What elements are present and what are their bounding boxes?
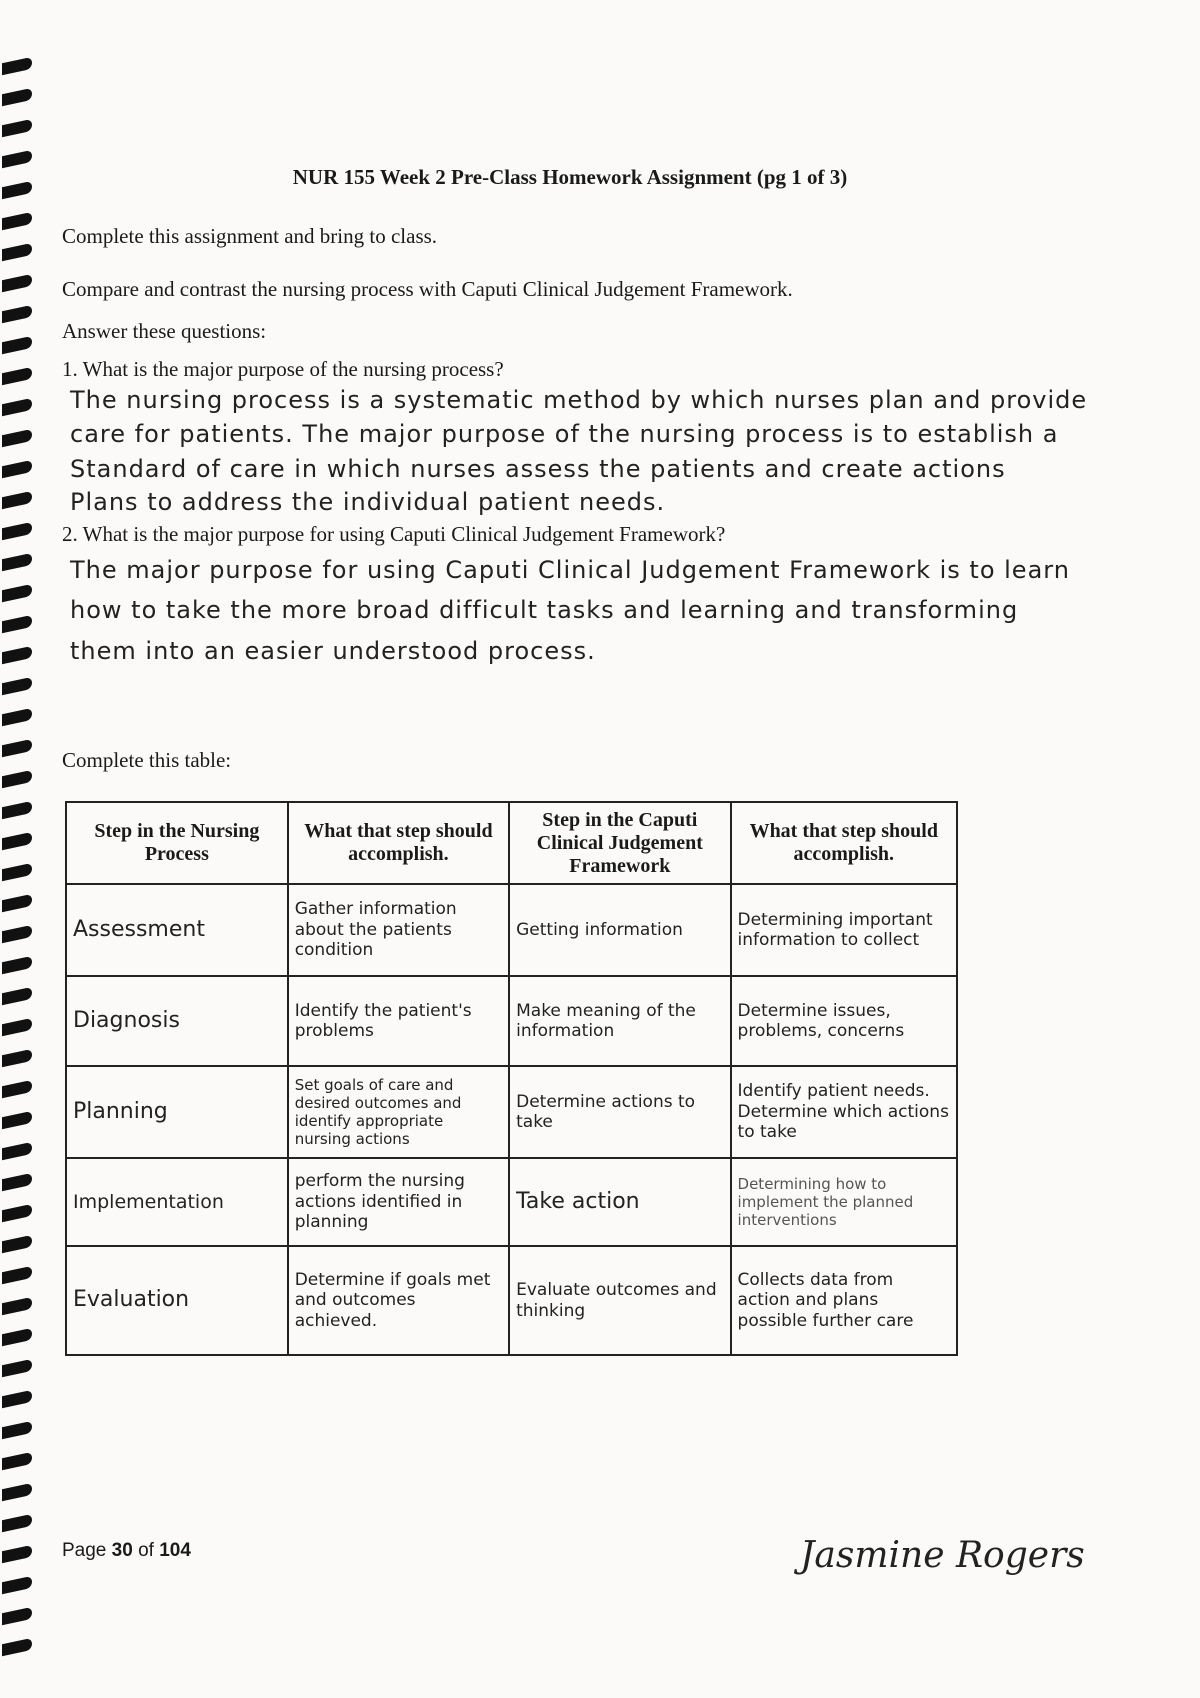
table-row [66,976,957,1066]
page-current: 30 [111,1540,133,1561]
table-cell: Evaluation [66,1246,288,1355]
spiral-ring [2,1018,32,1036]
instruction-1: Complete this assignment and bring to class. [62,224,438,248]
table-row [66,1066,957,1158]
spiral-ring [2,1328,32,1346]
spiral-ring [2,119,32,137]
spiral-ring [2,925,32,943]
spiral-ring [2,1421,32,1439]
table-cell: Implementation [66,1158,288,1246]
answer-1-line: Plans to address the individual patient needs. [70,488,666,516]
page-number [62,1540,191,1562]
answer-1-line: The nursing process is a systematic method by which nurses plan and provide [70,386,1088,414]
spiral-ring [2,212,32,230]
answer-1-line: Standard of care in which nurses assess the patients and create actions [70,455,1006,483]
spiral-ring [2,1390,32,1408]
spiral-ring [2,1514,32,1532]
table-cell: Make meaning of the information [509,976,730,1066]
table-cell: Evaluate outcomes and thinking [509,1246,730,1355]
answer-2-line: The major purpose for using Caputi Clinical Judgement Framework is to learn [70,556,1070,584]
signature: Jasmine Rogers [800,1535,1085,1576]
spiral-ring [2,1173,32,1191]
table-cell: Determine actions to take [509,1066,730,1158]
table-cell: Take action [509,1158,730,1246]
spiral-ring [2,491,32,509]
page-prefix: Page [62,1540,112,1561]
spiral-ring [2,708,32,726]
spiral-ring [2,1204,32,1222]
spiral-ring [2,1576,32,1594]
spiral-ring [2,770,32,788]
spiral-ring [2,274,32,292]
table-cell: Assessment [66,884,288,976]
spiral-ring [2,863,32,881]
page-title: NUR 155 Week 2 Pre-Class Homework Assignment (pg 1 of 3) [292,165,848,189]
spiral-ring [2,739,32,757]
table-cell: Getting information [509,884,730,976]
spiral-ring [2,584,32,602]
table-cell: perform the nursing actions identified in planning [288,1158,509,1246]
table-cell: Determine issues, problems, concerns [731,976,957,1066]
spiral-ring [2,429,32,447]
spiral-ring [2,1049,32,1067]
table-row [66,1246,957,1355]
table-cell: Identify the patient's problems [288,976,509,1066]
instruction-2: Compare and contrast the nursing process with Caputi Clinical Judgement Framework. [62,277,793,301]
spiral-ring [2,243,32,261]
spiral-ring [2,1266,32,1284]
table-cell: Diagnosis [66,976,288,1066]
header-cell: What that step should accomplish. [288,802,509,884]
spiral-ring [2,956,32,974]
spiral-ring [2,1297,32,1315]
header-cell: What that step should accomplish. [731,802,957,884]
spiral-ring [2,553,32,571]
spiral-ring [2,646,32,664]
table-cell: Determining how to implement the planned interventions [731,1158,957,1246]
spiral-ring [2,460,32,478]
spiral-ring [2,367,32,385]
header-cell: Step in the Caputi Clinical Judgement Framework [509,802,730,884]
table-row [66,884,957,976]
spiral-ring [2,336,32,354]
page-total: 104 [159,1540,191,1561]
answer-2-line: them into an easier understood process. [70,637,596,665]
spiral-ring [2,88,32,106]
spiral-ring [2,1111,32,1129]
table-cell: Gather information about the patients condition [288,884,509,976]
question-2: 2. What is the major purpose for using Caputi Clinical Judgement Framework? [62,522,726,546]
spiral-ring [2,894,32,912]
table-header-row [66,802,957,884]
spiral-ring [2,305,32,323]
spiral-ring [2,1359,32,1377]
table-cell: Set goals of care and desired outcomes and identify appropriate nursing actions [288,1066,509,1158]
spiral-ring [2,615,32,633]
table-row [66,1158,957,1246]
spiral-ring [2,1080,32,1098]
spiral-ring [2,1452,32,1470]
spiral-binding [0,60,40,1680]
table-cell: Collects data from action and plans possible further care [731,1246,957,1355]
instruction-3: Answer these questions: [62,319,267,343]
spiral-ring [2,1545,32,1563]
spiral-ring [2,832,32,850]
header-cell: Step in the Nursing Process [66,802,288,884]
spiral-ring [2,987,32,1005]
comparison-table [65,801,958,1356]
table-cell: Determining important information to collect [731,884,957,976]
table-label: Complete this table: [62,748,232,772]
spiral-ring [2,677,32,695]
answer-2-line: how to take the more broad difficult tasks and learning and transforming [70,596,1019,624]
spiral-ring [2,1235,32,1253]
answer-1-line: care for patients. The major purpose of the nursing process is to establish a [70,420,1059,448]
table-cell: Identify patient needs. Determine which actions to take [731,1066,957,1158]
spiral-ring [2,398,32,416]
spiral-ring [2,522,32,540]
question-1: 1. What is the major purpose of the nursing process? [62,357,504,381]
spiral-ring [2,801,32,819]
table-cell: Planning [66,1066,288,1158]
spiral-ring [2,1638,32,1656]
table-cell: Determine if goals met and outcomes achieved. [288,1246,509,1355]
spiral-ring [2,57,32,75]
page-of: of [132,1540,160,1561]
spiral-ring [2,1607,32,1625]
spiral-ring [2,1483,32,1501]
spiral-ring [2,1142,32,1160]
